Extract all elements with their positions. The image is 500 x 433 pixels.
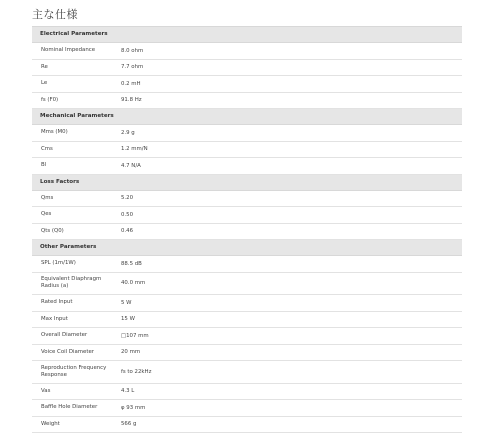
row-label: Overall Diameter	[32, 332, 121, 339]
table-row	[32, 191, 462, 208]
row-label: Nominal Impedance	[32, 47, 121, 54]
row-label: Qes	[32, 211, 121, 218]
row-label: Reproduction Frequency Response	[32, 365, 121, 379]
table-row	[32, 295, 462, 312]
row-value: 0.2 mH	[121, 81, 141, 87]
table-row	[32, 125, 462, 142]
table-row	[32, 400, 462, 417]
row-value: 2.9 g	[121, 130, 135, 136]
row-value: fs to 22kHz	[121, 369, 151, 375]
row-label: Qms	[32, 195, 121, 202]
table-row	[32, 76, 462, 93]
page-title: 主な仕様	[32, 6, 78, 22]
row-label: Bl	[32, 162, 121, 169]
row-value: 4.7 N/A	[121, 163, 141, 169]
row-label: Mms (M0)	[32, 129, 121, 136]
spec-table	[32, 26, 462, 433]
row-value: 5.20	[121, 195, 133, 201]
section-header-electrical: Electrical Parameters	[32, 27, 462, 43]
row-label: Vas	[32, 388, 121, 395]
row-value: 7.7 ohm	[121, 64, 143, 70]
row-label: Le	[32, 80, 121, 87]
row-label: Re	[32, 64, 121, 71]
row-value: 566 g	[121, 421, 136, 427]
row-value: 8.0 ohm	[121, 48, 143, 54]
row-value: 0.46	[121, 228, 133, 234]
table-row	[32, 328, 462, 345]
table-row	[32, 158, 462, 175]
row-value: 20 mm	[121, 349, 140, 355]
table-row	[32, 142, 462, 159]
row-value: 1.2 mm/N	[121, 146, 148, 152]
table-row	[32, 312, 462, 329]
row-label: Rated Input	[32, 299, 121, 306]
row-label: Qts (Q0)	[32, 228, 121, 235]
row-label: Weight	[32, 421, 121, 428]
row-value: φ 93 mm	[121, 405, 145, 411]
table-row	[32, 384, 462, 401]
row-value: 88.5 dB	[121, 261, 142, 267]
row-value: □107 mm	[121, 333, 149, 339]
row-value: 91.8 Hz	[121, 97, 142, 103]
row-value: 15 W	[121, 316, 135, 322]
row-label: Voice Coil Diameter	[32, 349, 121, 356]
row-value: 5 W	[121, 300, 131, 306]
table-row	[32, 417, 462, 433]
table-row	[32, 43, 462, 60]
table-row	[32, 345, 462, 362]
table-row	[32, 207, 462, 224]
row-label: Cms	[32, 146, 121, 153]
row-label: Baffle Hole Diameter	[32, 404, 121, 411]
table-row	[32, 224, 462, 241]
table-row	[32, 93, 462, 110]
row-label: Max Input	[32, 316, 121, 323]
row-value: 40.0 mm	[121, 280, 145, 286]
row-label: SPL (1m/1W)	[32, 260, 121, 267]
row-label: fs (F0)	[32, 97, 121, 104]
table-row	[32, 361, 462, 384]
section-header-other: Other Parameters	[32, 240, 462, 256]
row-value: 4.3 L	[121, 388, 134, 394]
table-row	[32, 256, 462, 273]
section-header-mechanical: Mechanical Parameters	[32, 109, 462, 125]
section-header-loss: Loss Factors	[32, 175, 462, 191]
row-label: Equivalent Diaphragm Radius (a)	[32, 276, 121, 290]
table-row	[32, 273, 462, 296]
row-value: 0.50	[121, 212, 133, 218]
table-row	[32, 60, 462, 77]
